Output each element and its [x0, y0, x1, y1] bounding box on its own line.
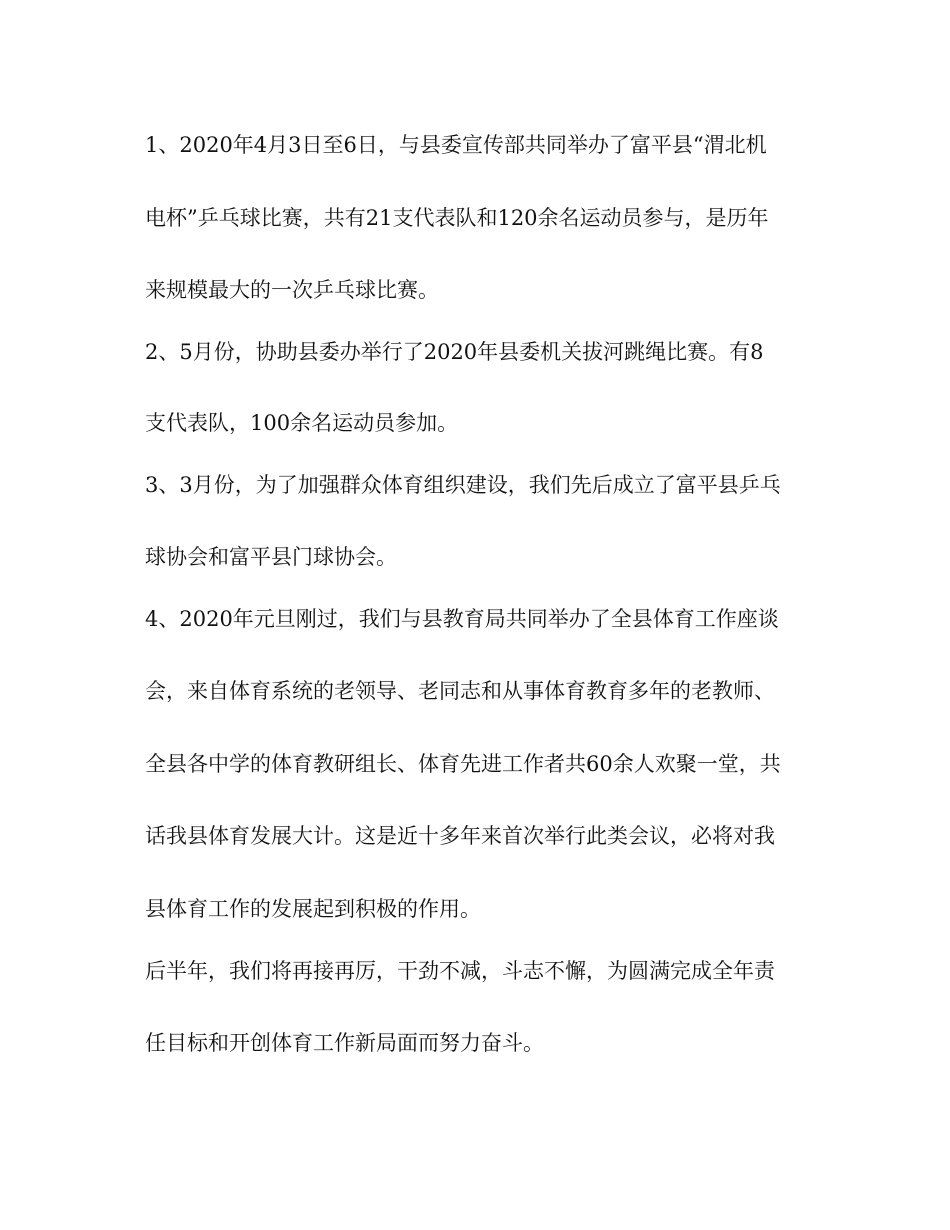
- text-line-6: 3、3月份，为了加强群众体育组织建设，我们先后成立了富平县乒乓: [145, 473, 781, 497]
- text-line-8: 4、2020年元旦刚过，我们与县教育局共同举办了全县体育工作座谈: [145, 607, 779, 631]
- text-line-13: 后半年，我们将再接再厉，干劲不减，斗志不懈，为圆满完成全年责: [145, 959, 775, 983]
- text-line-2: 电杯”乒乓球比赛，共有21支代表队和120余名运动员参与，是历年: [145, 206, 769, 230]
- text-line-14: 任目标和开创体育工作新局面而努力奋斗。: [145, 1031, 544, 1055]
- text-line-5: 支代表队，100余名运动员参加。: [145, 411, 459, 435]
- text-line-4: 2、5月份，协助县委办举行了2020年县委机关拔河跳绳比赛。有8: [145, 340, 764, 364]
- text-line-12: 县体育工作的发展起到积极的作用。: [145, 897, 481, 921]
- text-line-3: 来规模最大的一次乒乓球比赛。: [145, 278, 439, 302]
- text-line-9: 会，来自体育系统的老领导、老同志和从事体育教育多年的老教师、: [145, 679, 775, 703]
- text-line-7: 球协会和富平县门球协会。: [145, 545, 397, 569]
- text-line-1: 1、2020年4月3日至6日，与县委宣传部共同举办了富平县“渭北机: [145, 133, 767, 157]
- text-line-11: 话我县体育发展大计。这是近十多年来首次举行此类会议，必将对我: [145, 824, 775, 848]
- text-line-10: 全县各中学的体育教研组长、体育先进工作者共60余人欢聚一堂，共: [145, 752, 781, 776]
